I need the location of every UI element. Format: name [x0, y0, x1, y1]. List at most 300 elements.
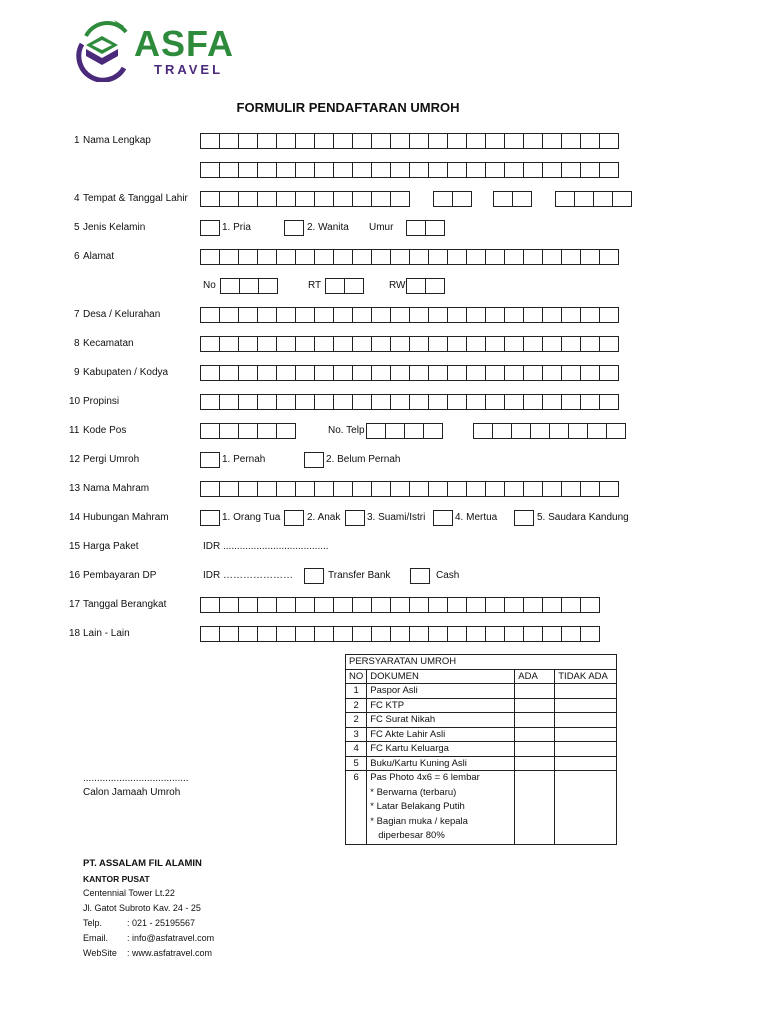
char-box[interactable] — [371, 307, 391, 323]
website-link[interactable]: : www.asfatravel.com — [127, 948, 213, 958]
char-box[interactable] — [352, 481, 372, 497]
char-box[interactable] — [485, 481, 505, 497]
char-box[interactable] — [390, 191, 410, 207]
tempat-lahir-boxes[interactable] — [200, 191, 410, 207]
char-box[interactable] — [542, 394, 562, 410]
char-box[interactable] — [423, 423, 443, 439]
char-box[interactable] — [599, 307, 619, 323]
char-box[interactable] — [314, 365, 334, 381]
char-box[interactable] — [452, 191, 472, 207]
char-box[interactable] — [409, 249, 429, 265]
saudara-kandung-checkbox[interactable] — [514, 510, 534, 526]
umur-boxes[interactable] — [406, 220, 445, 236]
char-box[interactable] — [485, 597, 505, 613]
char-box[interactable] — [485, 336, 505, 352]
tidak-ada-cell[interactable] — [555, 684, 617, 699]
char-box[interactable] — [257, 133, 277, 149]
char-box[interactable] — [295, 336, 315, 352]
char-box[interactable] — [433, 191, 453, 207]
char-box[interactable] — [409, 162, 429, 178]
char-box[interactable] — [523, 597, 543, 613]
dp-value[interactable]: IDR ………………… — [203, 570, 293, 581]
char-box[interactable] — [200, 336, 220, 352]
char-box[interactable] — [504, 394, 524, 410]
char-box[interactable] — [333, 133, 353, 149]
char-box[interactable] — [555, 191, 575, 207]
char-box[interactable] — [428, 249, 448, 265]
char-box[interactable] — [333, 394, 353, 410]
char-box[interactable] — [612, 191, 632, 207]
char-box[interactable] — [295, 394, 315, 410]
suami-istri-checkbox[interactable] — [345, 510, 365, 526]
char-box[interactable] — [568, 423, 588, 439]
char-box[interactable] — [406, 220, 426, 236]
char-box[interactable] — [428, 626, 448, 642]
char-box[interactable] — [485, 626, 505, 642]
char-box[interactable] — [314, 191, 334, 207]
char-box[interactable] — [276, 249, 296, 265]
char-box[interactable] — [238, 307, 258, 323]
char-box[interactable] — [295, 191, 315, 207]
char-box[interactable] — [523, 133, 543, 149]
mertua-checkbox[interactable] — [433, 510, 453, 526]
telp-boxes-2[interactable] — [473, 423, 626, 439]
transfer-bank-checkbox[interactable] — [304, 568, 324, 584]
char-box[interactable] — [542, 597, 562, 613]
char-box[interactable] — [447, 336, 467, 352]
char-box[interactable] — [238, 626, 258, 642]
char-box[interactable] — [523, 336, 543, 352]
tanggal-boxes[interactable] — [433, 191, 472, 207]
char-box[interactable] — [371, 626, 391, 642]
char-box[interactable] — [352, 365, 372, 381]
char-box[interactable] — [238, 365, 258, 381]
char-box[interactable] — [333, 626, 353, 642]
char-box[interactable] — [485, 162, 505, 178]
char-box[interactable] — [238, 423, 258, 439]
char-box[interactable] — [371, 133, 391, 149]
char-box[interactable] — [200, 423, 220, 439]
char-box[interactable] — [200, 162, 220, 178]
telp-boxes-1[interactable] — [366, 423, 443, 439]
char-box[interactable] — [561, 162, 581, 178]
nama-lengkap-boxes-2[interactable] — [200, 162, 619, 178]
char-box[interactable] — [404, 423, 424, 439]
char-box[interactable] — [428, 336, 448, 352]
char-box[interactable] — [606, 423, 626, 439]
pernah-checkbox[interactable] — [200, 452, 220, 468]
char-box[interactable] — [428, 365, 448, 381]
char-box[interactable] — [428, 162, 448, 178]
char-box[interactable] — [523, 394, 543, 410]
char-box[interactable] — [530, 423, 550, 439]
char-box[interactable] — [549, 423, 569, 439]
lain-lain-boxes[interactable] — [200, 626, 600, 642]
propinsi-boxes[interactable] — [200, 394, 619, 410]
char-box[interactable] — [371, 597, 391, 613]
tanggal-berangkat-boxes[interactable] — [200, 597, 600, 613]
char-box[interactable] — [352, 307, 372, 323]
char-box[interactable] — [200, 597, 220, 613]
char-box[interactable] — [504, 133, 524, 149]
char-box[interactable] — [314, 133, 334, 149]
char-box[interactable] — [257, 249, 277, 265]
char-box[interactable] — [580, 365, 600, 381]
ada-cell[interactable] — [515, 742, 555, 757]
ada-cell[interactable] — [515, 771, 555, 845]
char-box[interactable] — [447, 481, 467, 497]
char-box[interactable] — [344, 278, 364, 294]
char-box[interactable] — [428, 394, 448, 410]
char-box[interactable] — [333, 162, 353, 178]
char-box[interactable] — [257, 626, 277, 642]
nama-lengkap-boxes-1[interactable] — [200, 133, 619, 149]
tidak-ada-cell[interactable] — [555, 713, 617, 728]
char-box[interactable] — [238, 597, 258, 613]
char-box[interactable] — [200, 307, 220, 323]
char-box[interactable] — [599, 365, 619, 381]
char-box[interactable] — [257, 423, 277, 439]
char-box[interactable] — [542, 365, 562, 381]
char-box[interactable] — [238, 394, 258, 410]
char-box[interactable] — [523, 626, 543, 642]
char-box[interactable] — [561, 249, 581, 265]
char-box[interactable] — [390, 597, 410, 613]
char-box[interactable] — [485, 394, 505, 410]
char-box[interactable] — [314, 481, 334, 497]
ada-cell[interactable] — [515, 756, 555, 771]
char-box[interactable] — [428, 307, 448, 323]
char-box[interactable] — [580, 394, 600, 410]
char-box[interactable] — [504, 162, 524, 178]
tidak-ada-cell[interactable] — [555, 742, 617, 757]
char-box[interactable] — [257, 365, 277, 381]
char-box[interactable] — [409, 336, 429, 352]
char-box[interactable] — [542, 162, 562, 178]
char-box[interactable] — [593, 191, 613, 207]
char-box[interactable] — [219, 365, 239, 381]
char-box[interactable] — [352, 626, 372, 642]
char-box[interactable] — [238, 133, 258, 149]
char-box[interactable] — [371, 249, 391, 265]
ada-cell[interactable] — [515, 698, 555, 713]
char-box[interactable] — [485, 249, 505, 265]
email-link[interactable]: : info@asfatravel.com — [127, 933, 215, 943]
char-box[interactable] — [523, 481, 543, 497]
char-box[interactable] — [466, 249, 486, 265]
nama-mahram-boxes[interactable] — [200, 481, 619, 497]
char-box[interactable] — [561, 133, 581, 149]
tidak-ada-cell[interactable] — [555, 771, 617, 845]
char-box[interactable] — [314, 394, 334, 410]
char-box[interactable] — [276, 394, 296, 410]
char-box[interactable] — [511, 423, 531, 439]
char-box[interactable] — [523, 162, 543, 178]
char-box[interactable] — [390, 394, 410, 410]
char-box[interactable] — [200, 249, 220, 265]
char-box[interactable] — [390, 307, 410, 323]
char-box[interactable] — [561, 597, 581, 613]
char-box[interactable] — [219, 133, 239, 149]
char-box[interactable] — [580, 336, 600, 352]
alamat-boxes[interactable] — [200, 249, 619, 265]
char-box[interactable] — [200, 481, 220, 497]
char-box[interactable] — [295, 307, 315, 323]
rw-boxes[interactable] — [406, 278, 445, 294]
char-box[interactable] — [276, 481, 296, 497]
char-box[interactable] — [561, 336, 581, 352]
char-box[interactable] — [314, 336, 334, 352]
char-box[interactable] — [295, 597, 315, 613]
char-box[interactable] — [599, 133, 619, 149]
char-box[interactable] — [257, 191, 277, 207]
char-box[interactable] — [325, 278, 345, 294]
char-box[interactable] — [447, 394, 467, 410]
char-box[interactable] — [276, 307, 296, 323]
char-box[interactable] — [200, 133, 220, 149]
char-box[interactable] — [425, 220, 445, 236]
char-box[interactable] — [219, 162, 239, 178]
char-box[interactable] — [425, 278, 445, 294]
anak-checkbox[interactable] — [284, 510, 304, 526]
char-box[interactable] — [447, 626, 467, 642]
char-box[interactable] — [333, 307, 353, 323]
char-box[interactable] — [599, 481, 619, 497]
char-box[interactable] — [580, 133, 600, 149]
char-box[interactable] — [314, 626, 334, 642]
char-box[interactable] — [200, 626, 220, 642]
char-box[interactable] — [523, 307, 543, 323]
char-box[interactable] — [466, 394, 486, 410]
char-box[interactable] — [580, 162, 600, 178]
char-box[interactable] — [352, 249, 372, 265]
char-box[interactable] — [504, 307, 524, 323]
ada-cell[interactable] — [515, 684, 555, 699]
char-box[interactable] — [257, 307, 277, 323]
desa-boxes[interactable] — [200, 307, 619, 323]
char-box[interactable] — [390, 336, 410, 352]
char-box[interactable] — [542, 133, 562, 149]
orang-tua-checkbox[interactable] — [200, 510, 220, 526]
char-box[interactable] — [504, 626, 524, 642]
char-box[interactable] — [409, 626, 429, 642]
char-box[interactable] — [314, 597, 334, 613]
char-box[interactable] — [371, 481, 391, 497]
char-box[interactable] — [473, 423, 493, 439]
char-box[interactable] — [523, 249, 543, 265]
char-box[interactable] — [561, 626, 581, 642]
bulan-boxes[interactable] — [493, 191, 532, 207]
tidak-ada-cell[interactable] — [555, 756, 617, 771]
char-box[interactable] — [561, 307, 581, 323]
char-box[interactable] — [466, 365, 486, 381]
char-box[interactable] — [390, 365, 410, 381]
char-box[interactable] — [371, 394, 391, 410]
char-box[interactable] — [580, 597, 600, 613]
char-box[interactable] — [314, 307, 334, 323]
char-box[interactable] — [580, 249, 600, 265]
char-box[interactable] — [219, 597, 239, 613]
char-box[interactable] — [314, 162, 334, 178]
char-box[interactable] — [428, 133, 448, 149]
char-box[interactable] — [257, 336, 277, 352]
char-box[interactable] — [295, 481, 315, 497]
char-box[interactable] — [466, 162, 486, 178]
char-box[interactable] — [352, 133, 372, 149]
char-box[interactable] — [219, 394, 239, 410]
char-box[interactable] — [493, 191, 513, 207]
char-box[interactable] — [352, 191, 372, 207]
char-box[interactable] — [295, 626, 315, 642]
char-box[interactable] — [504, 249, 524, 265]
char-box[interactable] — [257, 597, 277, 613]
kabupaten-boxes[interactable] — [200, 365, 619, 381]
char-box[interactable] — [428, 481, 448, 497]
char-box[interactable] — [352, 597, 372, 613]
char-box[interactable] — [447, 249, 467, 265]
ada-cell[interactable] — [515, 727, 555, 742]
char-box[interactable] — [219, 307, 239, 323]
char-box[interactable] — [333, 249, 353, 265]
char-box[interactable] — [447, 597, 467, 613]
char-box[interactable] — [580, 481, 600, 497]
char-box[interactable] — [366, 423, 386, 439]
char-box[interactable] — [542, 626, 562, 642]
char-box[interactable] — [390, 133, 410, 149]
rt-boxes[interactable] — [325, 278, 364, 294]
char-box[interactable] — [409, 307, 429, 323]
char-box[interactable] — [447, 307, 467, 323]
char-box[interactable] — [599, 394, 619, 410]
char-box[interactable] — [409, 481, 429, 497]
char-box[interactable] — [409, 597, 429, 613]
char-box[interactable] — [599, 162, 619, 178]
signature-line[interactable]: ...................................... — [83, 773, 189, 784]
char-box[interactable] — [219, 481, 239, 497]
char-box[interactable] — [580, 307, 600, 323]
char-box[interactable] — [219, 423, 239, 439]
char-box[interactable] — [466, 336, 486, 352]
char-box[interactable] — [219, 249, 239, 265]
char-box[interactable] — [466, 626, 486, 642]
char-box[interactable] — [258, 278, 278, 294]
char-box[interactable] — [371, 365, 391, 381]
char-box[interactable] — [523, 365, 543, 381]
tahun-boxes[interactable] — [555, 191, 632, 207]
char-box[interactable] — [276, 626, 296, 642]
char-box[interactable] — [485, 133, 505, 149]
char-box[interactable] — [219, 336, 239, 352]
char-box[interactable] — [406, 278, 426, 294]
char-box[interactable] — [239, 278, 259, 294]
char-box[interactable] — [587, 423, 607, 439]
char-box[interactable] — [333, 597, 353, 613]
char-box[interactable] — [466, 133, 486, 149]
char-box[interactable] — [561, 481, 581, 497]
char-box[interactable] — [238, 162, 258, 178]
char-box[interactable] — [352, 336, 372, 352]
char-box[interactable] — [542, 481, 562, 497]
pria-checkbox[interactable] — [200, 220, 220, 236]
char-box[interactable] — [219, 191, 239, 207]
char-box[interactable] — [385, 423, 405, 439]
char-box[interactable] — [466, 481, 486, 497]
char-box[interactable] — [333, 336, 353, 352]
char-box[interactable] — [220, 278, 240, 294]
char-box[interactable] — [333, 481, 353, 497]
char-box[interactable] — [428, 597, 448, 613]
char-box[interactable] — [447, 365, 467, 381]
char-box[interactable] — [295, 249, 315, 265]
char-box[interactable] — [276, 191, 296, 207]
char-box[interactable] — [371, 191, 391, 207]
char-box[interactable] — [447, 133, 467, 149]
char-box[interactable] — [276, 162, 296, 178]
char-box[interactable] — [238, 249, 258, 265]
char-box[interactable] — [257, 481, 277, 497]
char-box[interactable] — [542, 307, 562, 323]
char-box[interactable] — [409, 133, 429, 149]
char-box[interactable] — [371, 336, 391, 352]
char-box[interactable] — [390, 249, 410, 265]
char-box[interactable] — [276, 423, 296, 439]
kode-pos-boxes[interactable] — [200, 423, 296, 439]
char-box[interactable] — [333, 191, 353, 207]
char-box[interactable] — [466, 307, 486, 323]
char-box[interactable] — [561, 365, 581, 381]
char-box[interactable] — [561, 394, 581, 410]
char-box[interactable] — [409, 365, 429, 381]
char-box[interactable] — [238, 336, 258, 352]
char-box[interactable] — [512, 191, 532, 207]
char-box[interactable] — [295, 162, 315, 178]
char-box[interactable] — [504, 365, 524, 381]
char-box[interactable] — [599, 249, 619, 265]
no-boxes[interactable] — [220, 278, 278, 294]
harga-paket-value[interactable]: IDR ...................................... — [203, 541, 329, 552]
char-box[interactable] — [504, 597, 524, 613]
char-box[interactable] — [314, 249, 334, 265]
ada-cell[interactable] — [515, 713, 555, 728]
char-box[interactable] — [504, 336, 524, 352]
char-box[interactable] — [200, 394, 220, 410]
char-box[interactable] — [295, 365, 315, 381]
char-box[interactable] — [276, 336, 296, 352]
char-box[interactable] — [200, 191, 220, 207]
char-box[interactable] — [238, 481, 258, 497]
belum-pernah-checkbox[interactable] — [304, 452, 324, 468]
char-box[interactable] — [542, 249, 562, 265]
kecamatan-boxes[interactable] — [200, 336, 619, 352]
char-box[interactable] — [238, 191, 258, 207]
char-box[interactable] — [574, 191, 594, 207]
char-box[interactable] — [219, 626, 239, 642]
char-box[interactable] — [580, 626, 600, 642]
char-box[interactable] — [390, 162, 410, 178]
char-box[interactable] — [352, 162, 372, 178]
char-box[interactable] — [276, 365, 296, 381]
char-box[interactable] — [447, 162, 467, 178]
char-box[interactable] — [295, 133, 315, 149]
char-box[interactable] — [352, 394, 372, 410]
tidak-ada-cell[interactable] — [555, 698, 617, 713]
char-box[interactable] — [599, 336, 619, 352]
char-box[interactable] — [485, 365, 505, 381]
char-box[interactable] — [504, 481, 524, 497]
char-box[interactable] — [409, 394, 429, 410]
char-box[interactable] — [333, 365, 353, 381]
char-box[interactable] — [466, 597, 486, 613]
